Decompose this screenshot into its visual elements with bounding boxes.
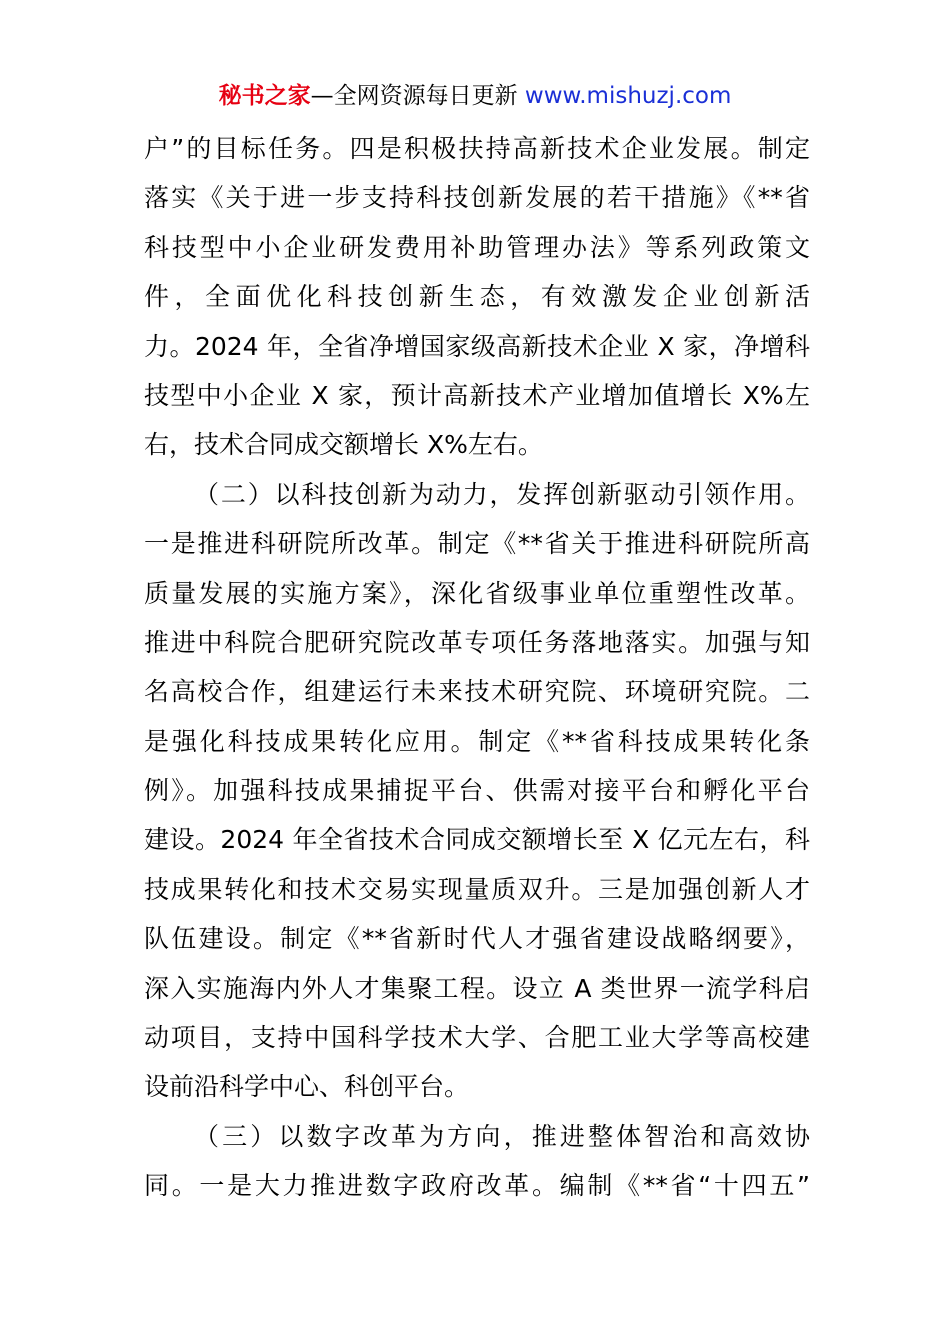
site-header (0, 80, 950, 112)
text-line: 建设。2024 年全省技术合同成交额增长至 X 亿元左右，科 (144, 825, 810, 855)
text-line: 设前沿科学中心、科创平台。 (144, 1072, 470, 1102)
text-line: 是强化科技成果转化应用。制定《**省科技成果转化条 (144, 726, 810, 756)
text-line: 推进中科院合肥研究院改革专项任务落地落实。加强与知 (144, 627, 810, 657)
paragraph-2 (144, 470, 810, 1112)
site-brand: 秘书之家 (218, 83, 311, 109)
text-line: 落实《关于进一步支持科技创新发展的若干措施》《**省 (144, 183, 810, 213)
text-line: 动项目，支持中国科学技术大学、合肥工业大学等高校建 (144, 1023, 810, 1053)
text-line: 科技型中小企业研发费用补助管理办法》等系列政策文 (144, 232, 810, 262)
text-line: 例》。加强科技成果捕捉平台、供需对接平台和孵化平台 (144, 776, 810, 806)
paragraph-3 (144, 1112, 810, 1211)
site-tagline: —全网资源每日更新 (310, 83, 525, 109)
text-line: 质量发展的实施方案》，深化省级事业单位重塑性改革。 (144, 578, 810, 608)
section-heading-line: （三）以数字改革为方向，推进整体智治和高效协 (194, 1121, 810, 1151)
text-line: 件，全面优化科技创新生态，有效激发企业创新活 (144, 282, 810, 312)
document-body (144, 124, 810, 1211)
paragraph-1 (144, 124, 810, 470)
text-line: 一是推进科研院所改革。制定《**省关于推进科研院所高 (144, 529, 810, 559)
section-heading-line: （二）以科技创新为动力，发挥创新驱动引领作用。 (194, 479, 810, 509)
text-line: 队伍建设。制定《**省新时代人才强省建设战略纲要》， (144, 924, 810, 954)
text-line: 户”的目标任务。四是积极扶持高新技术企业发展。制定 (144, 134, 810, 163)
text-line: 技成果转化和技术交易实现量质双升。三是加强创新人才 (144, 874, 810, 904)
site-url: www.mishuzj.com (524, 83, 732, 109)
text-line: 深入实施海内外人才集聚工程。设立 A 类世界一流学科启 (144, 973, 810, 1003)
text-line: 力。2024 年，全省净增国家级高新技术企业 X 家，净增科 (144, 331, 810, 361)
text-line: 名高校合作，组建运行未来技术研究院、环境研究院。二 (144, 677, 810, 707)
text-line: 右，技术合同成交额增长 X%左右。 (144, 430, 543, 460)
text-line: 技型中小企业 X 家，预计高新技术产业增加值增长 X%左 (144, 380, 810, 410)
text-line: 同。一是大力推进数字政府改革。编制《**省“十四五” (144, 1171, 810, 1201)
